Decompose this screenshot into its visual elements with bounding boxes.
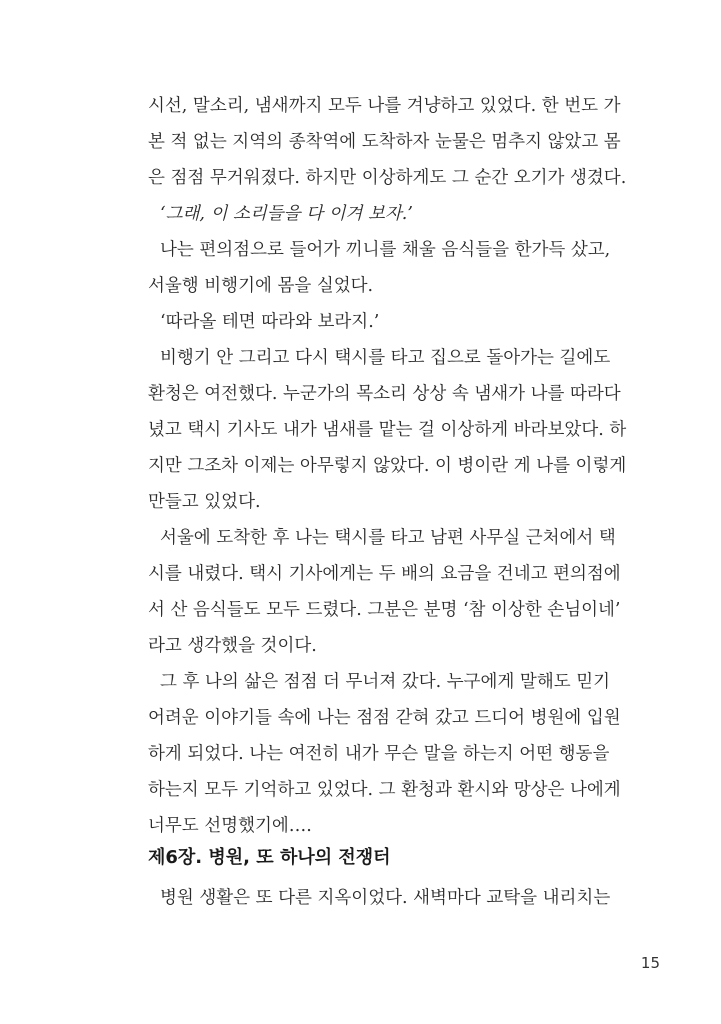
text-line: 비행기 안 그리고 다시 택시를 타고 집으로 돌아가는 길에도 [160, 348, 611, 368]
text-line: ‘따라올 테면 따라와 보라지.’ [160, 312, 380, 332]
text-line: 하게 되었다. 나는 여전히 내가 무슨 말을 하는지 어떤 행동을 [148, 744, 610, 764]
text-line: 시선, 말소리, 냄새까지 모두 나를 겨냥하고 있었다. 한 번도 가 [148, 96, 621, 116]
text-line: 나는 편의점으로 들어가 끼니를 채울 음식들을 한가득 샀고, [160, 240, 611, 260]
text-line: 환청은 여전했다. 누군가의 목소리 상상 속 냄새가 나를 따라다 [148, 384, 621, 404]
text-line: 서울에 도착한 후 나는 택시를 타고 남편 사무실 근처에서 택 [160, 528, 616, 548]
text-line: ‘그래, 이 소리들을 다 이겨 보자.’ [160, 204, 413, 224]
text-line: 은 점점 무거워졌다. 하지만 이상하게도 그 순간 오기가 생겼다. [148, 168, 627, 188]
text-line: 지만 그조차 이제는 아무렇지 않았다. 이 병이란 게 나를 이렇게 [148, 456, 627, 476]
text-line: 어려운 이야기들 속에 나는 점점 갇혀 갔고 드디어 병원에 입원 [148, 708, 621, 728]
text-line: 만들고 있었다. [148, 492, 261, 512]
text-line: 너무도 선명했기에…. [148, 816, 312, 836]
text-line: 서울행 비행기에 몸을 실었다. [148, 276, 374, 296]
text-line: 병원 생활은 또 다른 지옥이었다. 새벽마다 교탁을 내리치는 [160, 888, 611, 908]
text-line: 라고 생각했을 것이다. [148, 636, 317, 656]
text-line: 시를 내렸다. 택시 기사에게는 두 배의 요금을 건네고 편의점에 [148, 564, 621, 584]
text-line: 서 산 음식들도 모두 드렸다. 그분은 분명 ‘참 이상한 손님이네’ [148, 600, 621, 620]
text-line: 하는지 모두 기억하고 있었다. 그 환청과 환시와 망상은 나에게 [148, 780, 621, 800]
chapter-heading: 제6장. 병원, 또 하나의 전쟁터 [148, 847, 391, 868]
text-line: 녔고 택시 기사도 내가 냄새를 맡는 걸 이상하게 바라보았다. 하 [148, 420, 627, 440]
page-number: 15 [640, 954, 660, 972]
text-line: 그 후 나의 삶은 점점 더 무너져 갔다. 누구에게 말해도 믿기 [160, 672, 611, 692]
text-line: 본 적 없는 지역의 종착역에 도착하자 눈물은 멈추지 않았고 몸 [148, 132, 621, 152]
